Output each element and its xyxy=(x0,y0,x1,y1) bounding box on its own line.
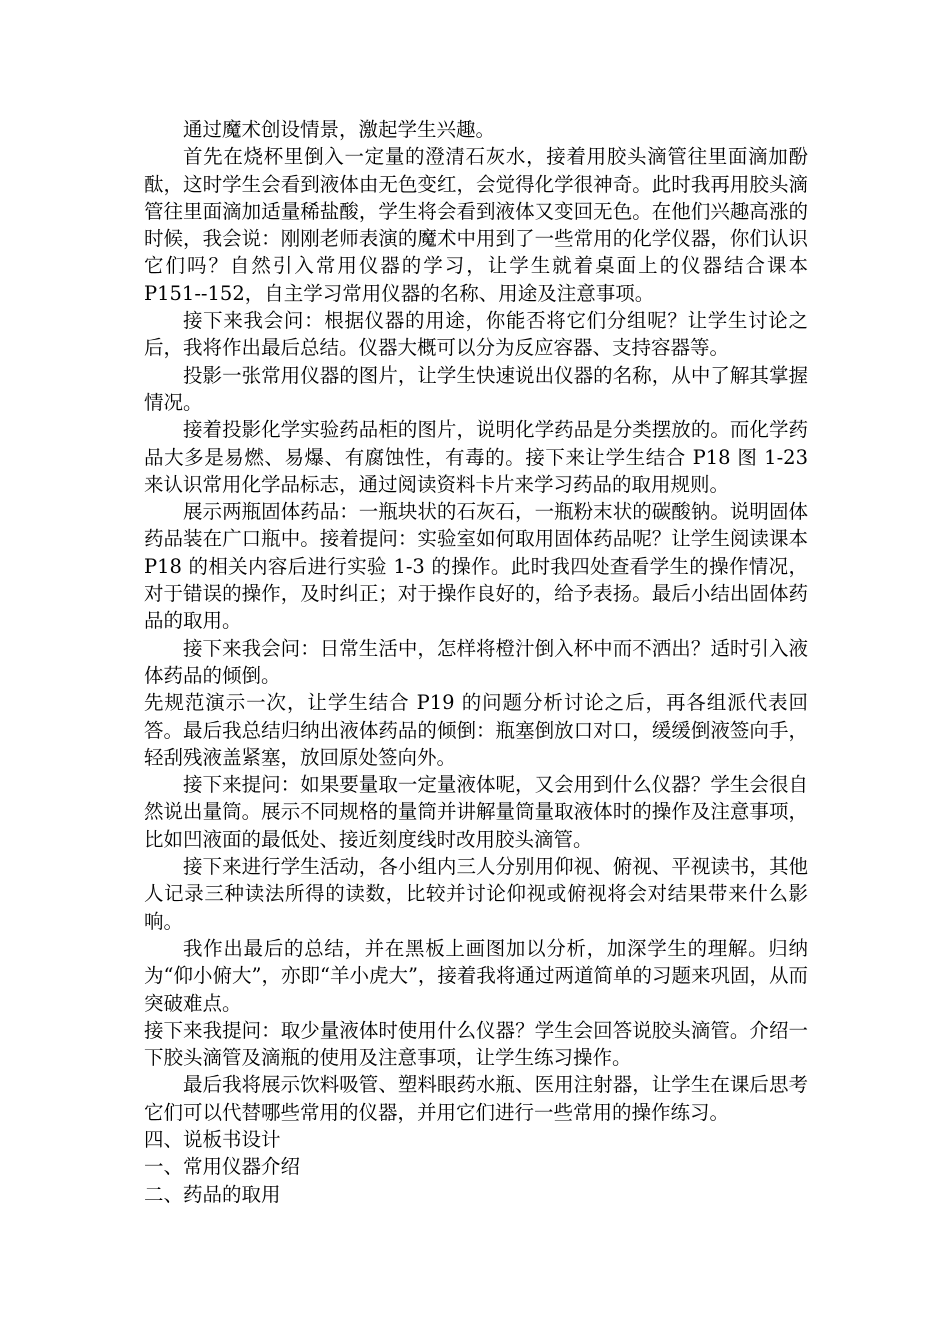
paragraph-intro-magic: 通过魔术创设情景，激起学生兴趣。 xyxy=(183,118,496,141)
paragraph-dropper: 接下来我提问：取少量液体时使用什么仪器？学生会回答说胶头滴管。介绍一下胶头滴管及滴瓶的使用及注意事项，让学生练习操作。 xyxy=(144,1018,808,1070)
board-item-instruments: 一、常用仪器介绍 xyxy=(144,1155,301,1179)
section-heading-board-design: 四、说板书设计 xyxy=(144,1127,281,1151)
paragraph-grouping-question: 接下来我会问：根据仪器的用途，你能否将它们分组呢？让学生讨论之后，我将作出最后总结。仪器大概可以分为反应容器、支持容器等。 xyxy=(144,309,808,360)
paragraph-measuring-cylinder: 接下来提问：如果要量取一定量液体呢，又会用到什么仪器？学生会很自然说出量筒。展示不同规格的量筒并讲解量筒量取液体时的操作及注意事项，比如凹液面的最低处、接近刻度线时改用胶头滴管。 xyxy=(144,773,808,851)
paragraph-liquid-pouring: 先规范演示一次，让学生结合 P19 的问题分析讨论之后，再各组派代表回答。最后我总结归纳出液体药品的倾倒：瓶塞倒放口对口，缓缓倒液签向手，轻刮残液盖紧塞，放回原处签向外。 xyxy=(144,691,808,769)
paragraph-chemical-cabinet: 接着投影化学实验药品柜的图片，说明化学药品是分类摆放的。而化学药品大多是易燃、易爆、有腐蚀性，有毒的。接下来让学生结合 P18 图 1-23 来认识常用化学品标志，通过阅读资料卡片来学习药品的取用规则。 xyxy=(144,418,808,496)
paragraph-everyday-items: 最后我将展示饮料吸管、塑料眼药水瓶、医用注射器，让学生在课后思考它们可以代替哪些常用的仪器，并用它们进行一些常用的操作练习。 xyxy=(144,1073,808,1124)
paragraph-summary: 我作出最后的总结，并在黑板上画图加以分析，加深学生的理解。归纳为“仰小俯大”，亦即“羊小虎大”，接着我将通过两道简单的习题来巩固，从而突破难点。 xyxy=(144,936,808,1015)
document-body xyxy=(144,116,808,1208)
paragraph-instrument-image: 投影一张常用仪器的图片，让学生快速说出仪器的名称，从中了解其掌握情况。 xyxy=(144,363,808,414)
board-item-reagents: 二、药品的取用 xyxy=(144,1182,281,1206)
paragraph-magic-demo: 首先在烧杯里倒入一定量的澄清石灰水，接着用胶头滴管往里面滴加酚酞，这时学生会看到液体由无色变红，会觉得化学很神奇。此时我再用胶头滴管往里面滴加适量稀盐酸，学生将会看到液体又变回无色。在他们兴趣高涨的时候，我会说：刚刚老师表演的魔术中用到了一些常用的化学仪器，你们认识它们吗？自然引入常用仪器的学习，让学生就着桌面上的仪器结合课本 P151--152，自主学习常用仪器的名称、用途及注意事项。 xyxy=(144,145,808,305)
paragraph-solid-reagents: 展示两瓶固体药品：一瓶块状的石灰石，一瓶粉末状的碳酸钠。说明固体药品装在广口瓶中。接着提问：实验室如何取用固体药品呢？让学生阅读课本 P18 的相关内容后进行实验 1-3 的操作。此时我四处查看学生的操作情况，对于错误的操作，及时纠正；对于操作良好的，给予表扬。最后小结出固体药品的取用。 xyxy=(144,500,808,633)
paragraph-student-activity: 接下来进行学生活动，各小组内三人分别用仰视、俯视、平视读书，其他人记录三种读法所得的读数，比较并讨论仰视或俯视将会对结果带来什么影响。 xyxy=(144,855,808,933)
paragraph-juice-question: 接下来我会问：日常生活中，怎样将橙汁倒入杯中而不洒出？适时引入液体药品的倾倒。 xyxy=(144,636,808,687)
